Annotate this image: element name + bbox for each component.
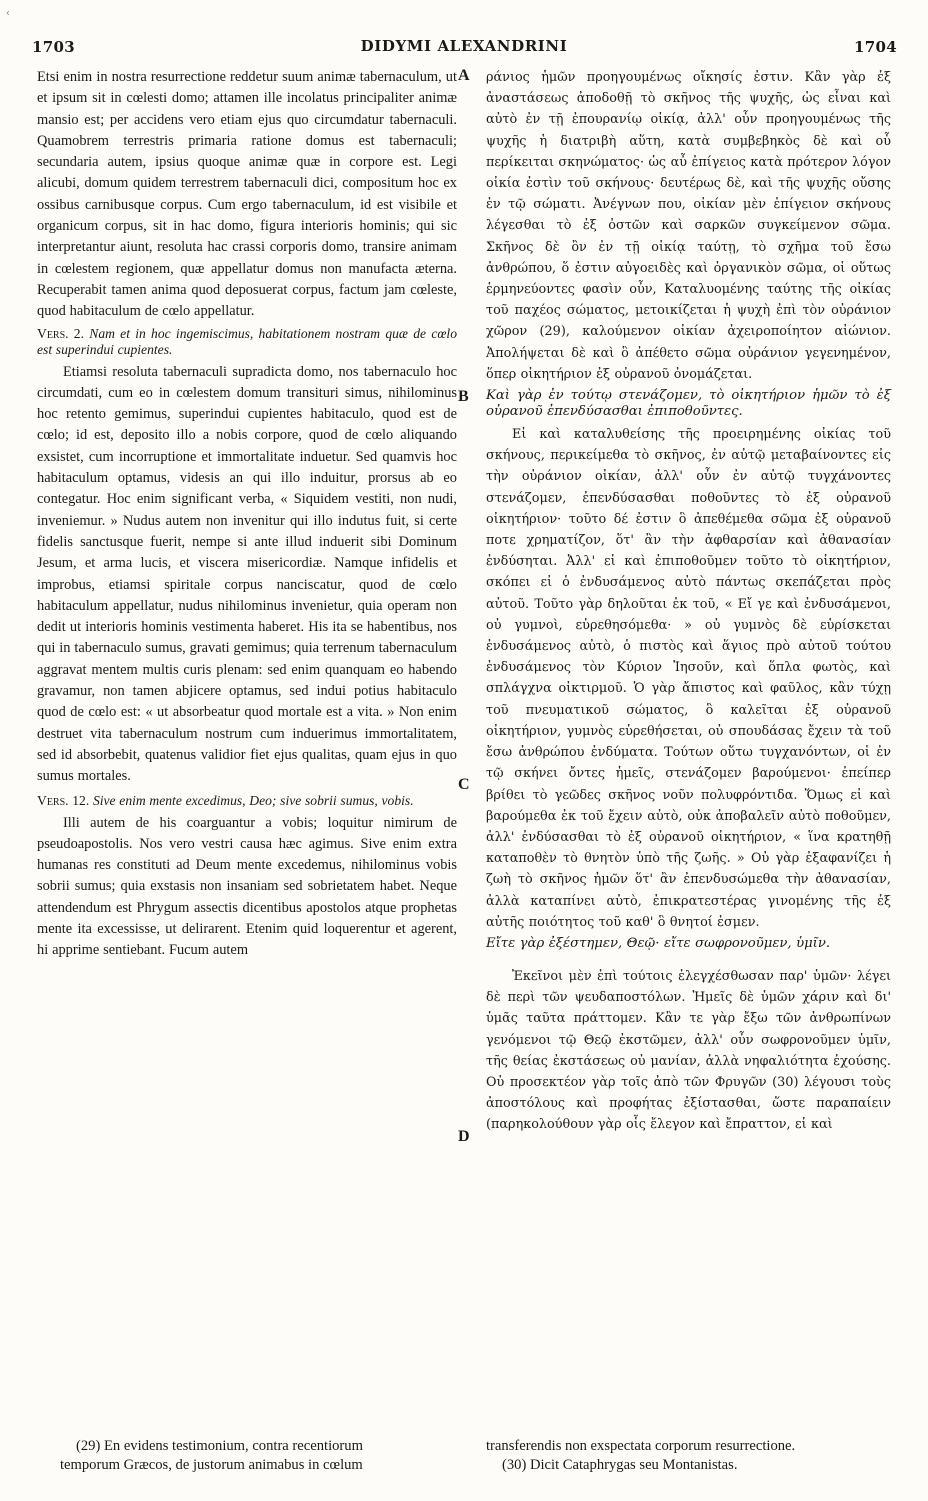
latin-paragraph-3: Illi autem de his coarguantur a vobis; loquitur nimirum de pseudoapostolis. Nos vero vestri causa hæc agimus. Sive enim extra humanas res constituti ad Deum mente excedemus, nihilominus vobis sobrii sumus; quia exstasis non insaniam sed sobrietatem habet. Neque attendendum est Phrygum assectis dicentibus apostolos atque prophetas mente ita excessisse, ut delirarent. Etenim quid loquerentur et agerent, hi apprime sentiebant. Fucum autem xyxy=(37,814,457,959)
margin-letter-d: D xyxy=(458,1128,470,1145)
margin-letter-c: C xyxy=(458,776,470,793)
greek-paragraph-2: Εἰ καὶ καταλυθείσης τῆς προειρημένης οἰκίας τοῦ σκήνους, περικείμεθα τὸ σκῆνος, ἐν αὐτῷ μεταβαίνοντες εἰς τὴν οὐράνιον οἰκίαν, ἀλλ' οὖν ἐν αὐτῷ τυγχάνοντες στενάζομεν, ἐπενδύσασθαι ποθοῦντες τὸ ἐξ οὐρανοῦ οἰκητήριον· τοῦτο δέ ἐστιν ὃ ἀπεθέμεθα σῶμα ἐξ οὐρανοῦ ποτε χρηματίζον, ὅτ' ἂν τὴν ἀφθαρσίαν καὶ ἀθανασίαν ἐνδύσηται. Ἀλλ' εἰ καὶ ἐπιποθοῦμεν τοῦτο τὸ οἰκητήριον, σκόπει εἰ ὁ ἐνδυσάμενος αὐτὸ πάντως σκεπάζεται πρὸς αὐτοῦ. Τοῦτο γὰρ δηλοῦται ἐκ τοῦ, « Εἴ γε καὶ ἐνδυσάμενοι, οὐ γυμνοὶ, εὑρεθησόμεθα· » οὐ γυμνὸς δὲ εὑρίσκεται ἐνδυσάμενος αὐτὸ, ὁ πιστὸς καὶ ἅγιος πρὸ αὐτοῦ τούτου ἐνδυσάμενος τὸν Κύριον Ἰησοῦν, καὶ ὅπλα φωτὸς, καὶ σπλάγχνα οἰκτιρμοῦ. Ὁ γὰρ ἄπιστος καὶ φαῦλος, κἂν τύχῃ τοῦ πνευματικοῦ σώματος, ὃ καλεῖται ἐξ οὐρανοῦ οἰκητήριον, γυμνὸς εὑρεθήσεται, οὐ σπουδάσας ἔχειν τὰ τοῦ ἔσω ἀνθρώπου ἐνδύματα. Τούτων οὕτω τυγχανόντων, οἱ ἐν τῷ σκήνει ὄντες ἡμεῖς, στενάζομεν βαρούμενοι· ἐπείπερ βρίθει τὸ γεῶδες σκῆνος νοῦν πολυφρόντιδα. Ὅμως εἰ καὶ βαρούμεθα ἐκ τοῦ ἔχειν αὐτὸ, οὐκ ἀποβαλεῖν αὐτὸ ποθοῦμεν, ἀλλ' ἐνδύσασθαι τὸ ἐξ οὐρανοῦ οἰκητήριον, « ἵνα κρατηθῇ καταποθὲν τὸ θνητὸν ὑπὸ τῆς ζωῆς. » Οὐ γὰρ ἐξαφανίζει ἡ ζωὴ τὸ σκῆνος ἡμῶν ὅτ' ἂν ἐπενδυσώμεθα τὴν ἀθανασίαν, ἀλλὰ καταπίνει αὐτὸ, ἐπικρατεστέρας γινομένης τῆς ἐξ αὐτῆς ποιότητος τοῦ καθ' ὃ θνητοί ἐσμεν. xyxy=(486,427,891,930)
footnote-29-line-2: temporum Græcos, de justorum animabus in cœlum xyxy=(60,1457,363,1473)
greek-paragraph-1: ράνιος ἡμῶν προηγουμένως οἴκησίς ἐστιν. Κἂν γὰρ ἐξ ἀναστάσεως ἀποδοθῇ τὸ σκῆνος τῆς ψυχῆς, ὡς εἶναι καὶ αὐτὸ ἐν τῇ ἐπουρανίῳ οἰκίᾳ, ἀλλ' οὖν προηγουμένως τῆς ψυχῆς ἡ διατριβὴ αὕτη, κατὰ συμβεβηκὸς δὲ καὶ οὗ περίκειται σκηνώματος· ὡς αὖ ἐπίγειος κατὰ πρότερον λόγον οἰκία ἐστὶν τοῦ σκήνους· δευτέρως δὲ, καὶ τῆς ψυχῆς οὔσης ἐν τῷ σώματι. Ἀνέγνων που, οἰκίαν μὲν ἐπίγειον σκήνους λέγεσθαι τὸ ἐξ ὀστῶν καὶ σαρκῶν συγκείμενον σῶμα. Σκῆνος δὲ ὂν ἐν τῇ οἰκίᾳ ταύτῃ, τὸ σχῆμα τοῦ ἔσω ἀνθρώπου, ὅ ἐστιν αὐγοειδὲς καὶ ὀργανικὸν σῶμα, οἱ οὕτως ἑρμηνεύοντες φασὶν οὖν, Καταλυομένης ταύτης τῆς οἰκίας τοῦ παχέος σώματος, μετοικίζεται ἡ ψυχὴ ἐπὶ τὸν οὐράνιον χῶρον (29), καλούμενον οἰκίαν ἀχειροποίητον αἰώνιον. Ἀπολήψεται δὲ καὶ ὃ ἀπέθετο σῶμα οὐράνιον γεγενημένον, ὅπερ οἰκητήριον ἐξ οὐρανοῦ ὀνομάζεται. xyxy=(486,70,891,382)
latin-paragraph-2: Etiamsi resoluta tabernaculi supradicta domo, nos tabernaculo hoc circumdati, cum eo in cœlestem domum transituri simus, nihilominus hoc retento gemimus, superindui cupientes habitaculo, quod est de cœlo; id est, deposito illo a nobis corpore, quod de cœlo aliquando exsistet, cum incorruptione et immortalitate induetur. Sed quamvis hoc habitaculum optamus, videsis an qui illo induitur, prorsus ab eo contegatur. Hoc enim significant verba, « Siquidem vestiti, non nudi, inveniemur. » Nudus autem non invenitur qui illo indutus fuit, si certe fidelis sanctusque fuerit, nempe si ante illud induerit sibi Dominum Jesum, et arma lucis, et viscera misericordiæ. Namque infidelis et improbus, etiamsi spiritale corpus nanciscatur, quod de cœlo habitaculum appellatur, nudus nihilominus invenietur, quia operam non dedit ut interioris hominis vestimenta haberet. His ita se habentibus, nos qui in tabernaculo sumus, gravati gemimus; quia terrenum tabernaculum aggravat mentem multis curis plenam: sed enim quanquam eo habendo gravamur, non tamen abjicere optamus, sed indui potius habitaculo quod de cœlo est: « ut absorbeatur quod mortale est a vita. » Non enim destruet vita tabernaculum nostrum cum induerimus immortalitatem, sed id absorbebit, quatenus validior fiet ejus qualitas, quam ejus in quo sumus mortales. xyxy=(37,363,458,785)
footnote-29-line-3: transferendis non exspectata corporum resurrectione. xyxy=(486,1438,796,1454)
footnote-30: (30) Dicit Cataphrygas seu Montanistas. xyxy=(502,1457,738,1473)
latin-verse-heading-2 xyxy=(37,793,457,809)
latin-verse-heading-1 xyxy=(37,326,457,358)
verse-label: Vers. 2. xyxy=(37,325,84,341)
latin-paragraph-1: Etsi enim in nostra resurrectione reddetur suum animæ tabernaculum, ut et ipsum sit in cœlesti domo; attamen ille incolatus principaliter animæ mansio est; per accidens vero etiam ejus quo circumdatur tabernaculi. Quamobrem terrestris primaria ratione domus est tabernaculi; secundaria autem, ipsius quoque animæ quæ in corpore est. Legi alicubi, domum quidem terrestrem tabernaculi dici, compositum hoc ex ossibus carnibusque corpus. Cum ergo tabernaculum, id est visibile et organicum corpus, sit in hac domo, figura interioris hominis; qui sic interpretantur aiunt, resoluta hac crassi corporis domo, transire animam in cœlestem regionem, quæ appellatur domus non manufacta æterna. Recuperabit tamen anima quod deposuerat corpus, factum jam cœleste, quod habitaculum de cœlo appellatur. xyxy=(37,69,457,320)
latin-column xyxy=(37,67,457,962)
page-number-right: 1704 xyxy=(854,38,897,56)
verse-text: Sive enim mente excedimus, Deo; sive sobrii sumus, vobis. xyxy=(92,792,414,808)
greek-paragraph-3: Ἐκεῖνοι μὲν ἐπὶ τούτοις ἐλεγχέσθωσαν παρ' ὑμῶν· λέγει δὲ περὶ τῶν ψευδαποστόλων. Ἡμεῖς δὲ ὑμῶν χάριν καὶ δι' ὑμᾶς ταῦτα πράττομεν. Κἂν τε γὰρ ἔξω τῶν ἀνθρωπίνων γενόμενοι τῷ Θεῷ ἐκστῶμεν, ἀλλ' οὖν σωφρονοῦμεν ὑμῖν, τῆς θείας ἐκστάσεως οὐ μανίαν, ἀλλὰ νηφαλιότητα ἐχούσης. Οὐ προσεκτέον γὰρ τοῖς ἀπὸ τῶν Φρυγῶν (30) λέγουσι τοὺς ἀποστόλους καὶ προφήτας ἐξίστασθαι, ὥστε παραπαίειν (παρηκολούθουν γὰρ οἷς ἔλεγον καὶ ἔπραττον, εἰ καὶ xyxy=(486,968,891,1133)
verse-text: Nam et in hoc ingemiscimus, habitationem nostram quæ de cœlo est superindui cupientes. xyxy=(37,325,457,357)
page-number-left: 1703 xyxy=(32,38,75,56)
margin-letter-a: A xyxy=(458,67,470,84)
margin-letter-b: B xyxy=(458,388,469,405)
greek-lemma-2: Εἴτε γὰρ ἐξέστημεν, Θεῷ· εἴτε σωφρονοῦμεν, ὑμῖν. xyxy=(486,935,831,951)
verse-label: Vers. 12. xyxy=(37,792,90,808)
footnotes-left xyxy=(60,1437,470,1475)
footnote-29-line-1: (29) En evidens testimonium, contra recentiorum xyxy=(76,1438,363,1454)
scan-mark: ‹ xyxy=(6,8,10,19)
running-head: DIDYMI ALEXANDRINI xyxy=(360,37,568,55)
footnotes-right xyxy=(486,1437,906,1475)
greek-lemma-1: Καὶ γὰρ ἐν τούτῳ στενάζομεν, τὸ οἰκητήριον ἡμῶν τὸ ἐξ οὐρανοῦ ἐπενδύσασθαι ἐπιποθοῦντες. xyxy=(486,388,891,420)
greek-column xyxy=(486,67,891,1136)
